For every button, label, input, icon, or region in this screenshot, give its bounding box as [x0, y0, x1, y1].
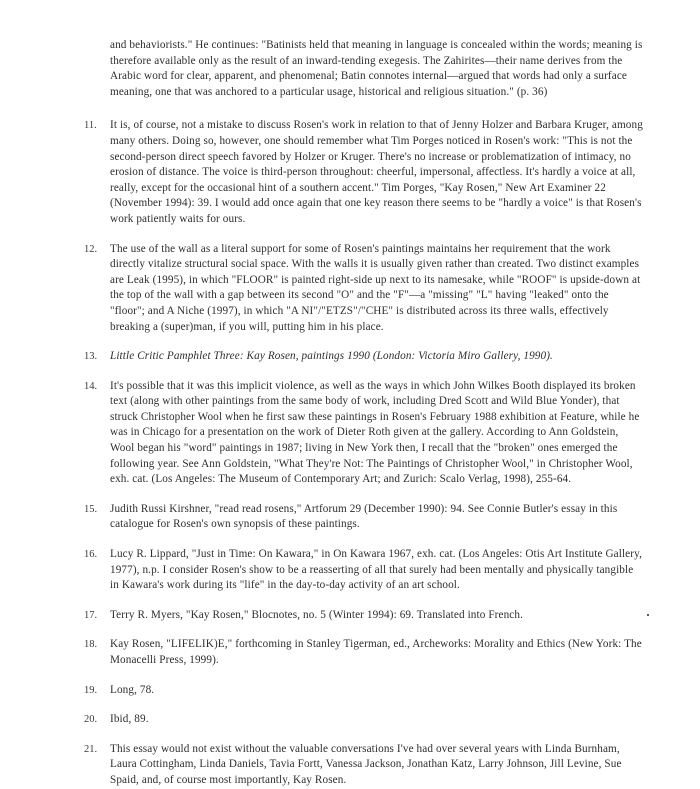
endnote-item [84, 242, 644, 336]
endnote-text: Lucy R. Lippard, "Just in Time: On Kawara," in On Kawara 1967, exh. cat. (Los Angeles: Otis Art Institute Gallery, 1977), n.p. I consider Rosen's show to be a reasserting of all that surely had been mentally and physically tangible in Kawara's work during its "life" in the day-to-day activity of an art school. [110, 548, 642, 592]
endnote-text: It's possible that it was this implicit violence, as well as the ways in which John Wilkes Booth displayed its broken text (along with other paintings from the same body of work, including Dred Scott and Wild Blue Yonder), that struck Christopher Wool when he first saw these paintings in Rosen's February 1988 exhibition at Feature, while he was in Chicago for a presentation on the work of Dieter Roth given at the gallery. According to Ann Goldstein, Wool began his "word" paintings in 1987; living in New York then, I recall that the "broken" ones emerged the following year. See Ann Goldstein, "What They're Not: The Paintings of Christopher Wool," in Christopher Wool, exh. cat. (Los Angeles: The Museum of Contemporary Art; and Zurich: Scalo Verlag, 1998), 255-64. [110, 379, 640, 486]
endnote-number: 17. [84, 609, 98, 621]
endnote-number: 20. [84, 714, 98, 726]
endnote-item [84, 683, 644, 699]
endnote-item [84, 712, 644, 728]
endnote-item [84, 742, 644, 789]
intro-paragraph [84, 38, 644, 100]
endnote-number: 21. [84, 743, 98, 755]
endnote-item [84, 379, 644, 488]
endnote-text: This essay would not exist without the valuable conversations I've had over several years with Linda Burnham, Laura Cottingham, Linda Daniels, Tavia Fortt, Vanessa Jackson, Jonathan Katz, Larry Johnson, Jill Levine, Sue Spaid, and, of course most importantly, Kay Rosen. [110, 742, 622, 786]
endnote-item [84, 349, 644, 365]
endnote-number: 18. [84, 639, 98, 651]
endnote-number: 12. [84, 243, 98, 255]
endnote-item [84, 118, 644, 227]
endnote-number: 13. [84, 351, 98, 363]
endnote-number: 16. [84, 549, 98, 561]
endnote-item [84, 637, 644, 668]
endnote-item [84, 547, 644, 594]
endnote-text: Little Critic Pamphlet Three: Kay Rosen, paintings 1990 (London: Victoria Miro Gallery, 1990). [110, 350, 553, 363]
endnote-item [84, 608, 644, 624]
endnote-text: Judith Russi Kirshner, "read read rosens," Artforum 29 (December 1990): 94. See Connie Butler's essay in this catalogue for Rosen's own synopsis of these paintings. [110, 502, 618, 531]
endnote-number: 15. [84, 503, 98, 515]
endnote-item [84, 502, 644, 533]
endnote-number: 14. [84, 380, 98, 392]
endnote-text: Kay Rosen, "LIFELIK)E," forthcoming in Stanley Tigerman, ed., Archeworks: Morality and Ethics (New York: The Monacelli Press, 1999). [110, 638, 642, 666]
endnote-text: The use of the wall as a literal support for some of Rosen's paintings maintains her requirement that the work directly vitalize structural social space. With the walls it is usually given rather than created. Two distinct examples are Leak (1995), in which "FLOOR" is painted right-side up next to its namesake, while "ROOF" is upside-down at the top of the wall with a gap between its second "O" and the "F"—a "missing" "L" having "leaked" onto the "floor"; and A Niche (1997), in which "A NI"/"ETZS"/"CHE" is distributed across its three walls, effectively breaking a (super)man, if you will, putting him in his place. [110, 242, 641, 333]
endnote-text: Long, 78. [110, 683, 155, 696]
endnote-text: Ibid, 89. [110, 713, 149, 726]
intro-text: and behaviorists." He continues: "Batinists held that meaning in language is concealed within the words; meaning is therefore available only as the result of an inward-tending exegesis. The Zahirites—their name derives from the Arabic word for clear, apparent, and phenomenal; Batin connotes internal—argued that words had only a surface meaning, one that was anchored to a particular usage, historical and religious situation." (p. 36) [110, 39, 643, 98]
page-speck [647, 614, 649, 616]
endnote-number: 11. [84, 120, 97, 132]
endnote-number: 19. [84, 684, 98, 696]
endnote-text: Terry R. Myers, "Kay Rosen," Blocnotes, no. 5 (Winter 1994): 69. Translated into French. [110, 608, 523, 621]
endnote-text: It is, of course, not a mistake to discuss Rosen's work in relation to that of Jenny Holzer and Barbara Kruger, among many others. Doing so, however, one should remember what Tim Porges noticed in Rosen's work: "This is not the second-person direct speech favored by Holzer or Kruger. There's no increase or problematization of intimacy, no erosion of distance. The voice is third-person throughout: cheerful, impersonal, affectless. It's hardly a voice at all, really, except for the occasional hint of a southern accent." Tim Porges, "Kay Rosen," New Art Examiner 22 (November 1994): 39. I would add once again that one key reason there seems to be "hardly a voice" is that Rosen's work patiently waits for ours. [110, 119, 643, 225]
